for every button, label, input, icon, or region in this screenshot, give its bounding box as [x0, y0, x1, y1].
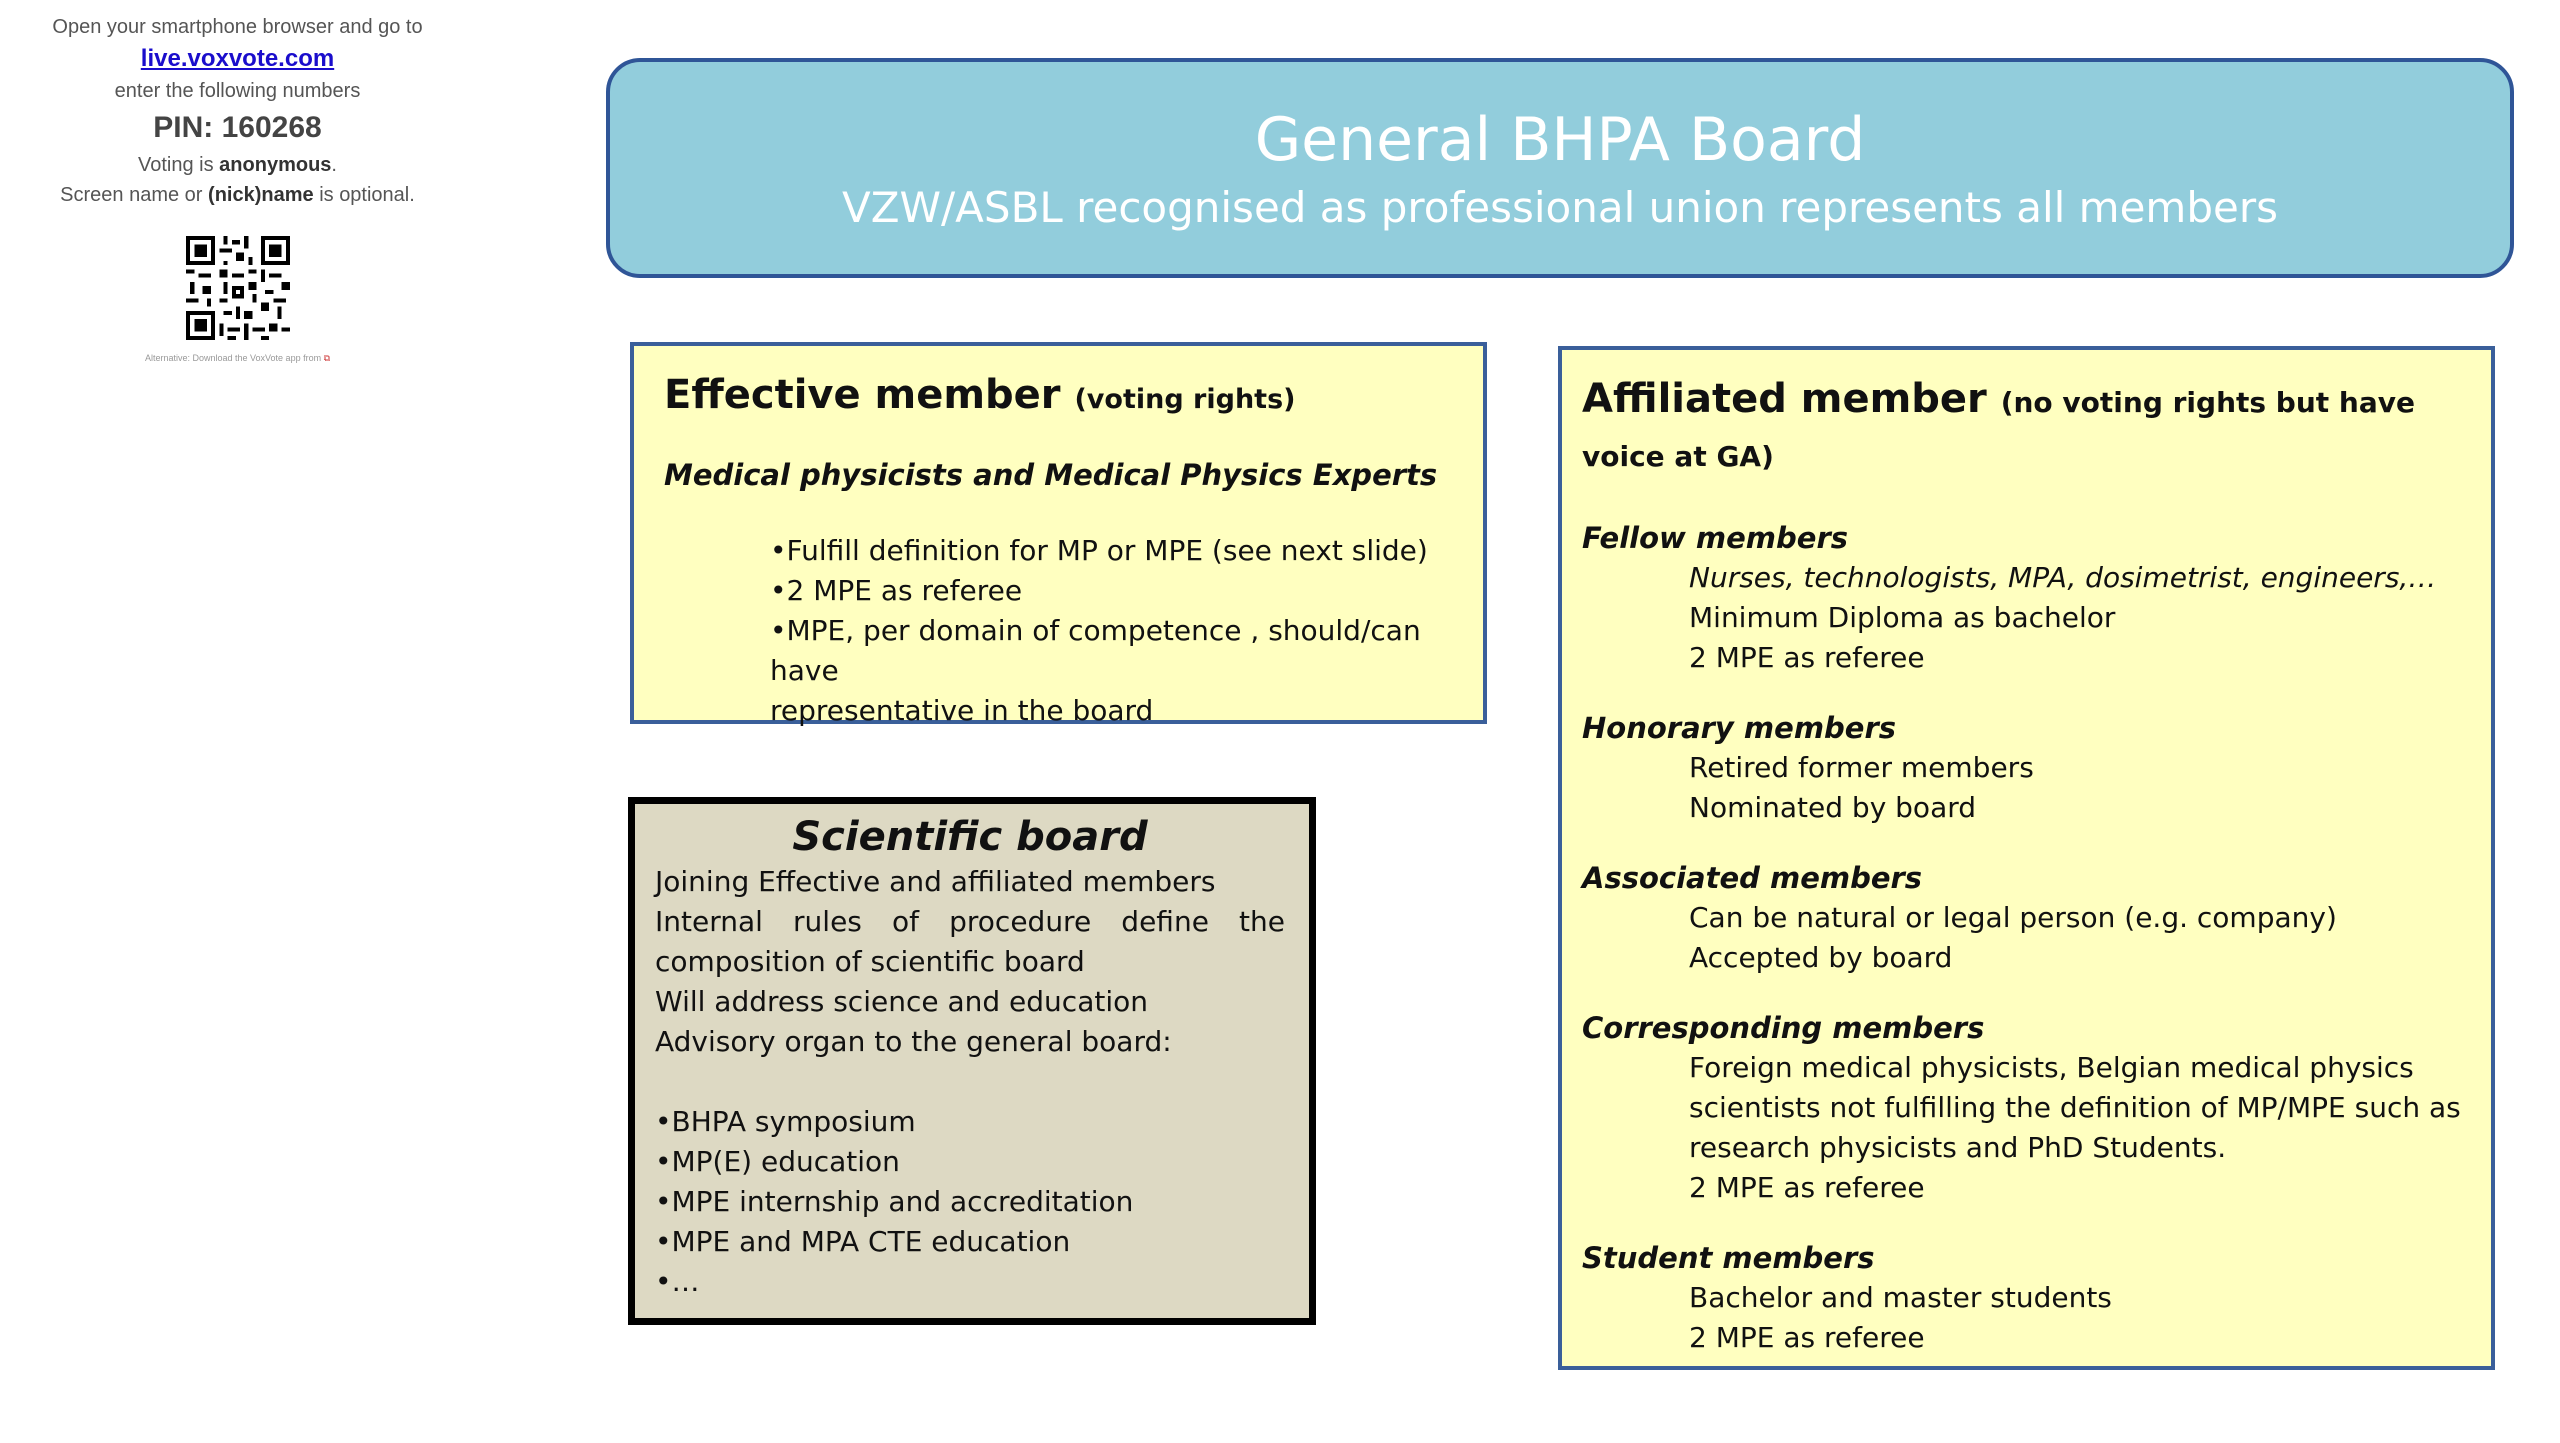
list-item: •2 MPE as referee: [770, 574, 1023, 607]
group-name: Corresponding members: [1582, 1011, 1985, 1045]
vote-pin: PIN: 160268: [153, 111, 322, 144]
group-name: Honorary members: [1582, 711, 1897, 745]
group-honorary: [1582, 708, 2473, 828]
list-item: Retired former members: [1689, 751, 2034, 784]
list-item: Will address science and education: [655, 985, 1148, 1018]
voxvote-panel: [20, 12, 455, 364]
vote-instruction: Open your smartphone browser and go to: [52, 16, 423, 38]
screen-prefix: Screen name or: [60, 184, 203, 206]
spacer: [655, 1062, 1285, 1102]
effective-bullets: [770, 531, 1455, 731]
scientific-board-title: Scientific board: [792, 814, 1148, 860]
list-item: research physicists and PhD Students.: [1689, 1131, 2227, 1164]
effective-title-text: Effective member: [664, 372, 1061, 418]
effective-note: (voting rights): [1074, 384, 1296, 415]
scientific-board-box: [628, 797, 1316, 1325]
list-item: representative in the board: [770, 694, 1154, 727]
external-link-icon[interactable]: ⧉: [323, 353, 331, 363]
group-corresponding: [1582, 1008, 2473, 1208]
group-name: Fellow members: [1582, 521, 1849, 555]
voting-suffix: .: [331, 154, 337, 176]
vote-enter-text: enter the following numbers: [114, 80, 361, 102]
effective-subhead: Medical physicists and Medical Physics Experts: [664, 458, 1438, 492]
effective-member-box: [630, 342, 1487, 727]
alt-download-text: [20, 352, 455, 364]
list-item: •Fulfill definition for MP or MPE (see next slide): [770, 534, 1428, 567]
voting-bold: anonymous: [219, 154, 332, 176]
title-banner: [606, 58, 2514, 278]
group-name: Student members: [1582, 1241, 1875, 1275]
list-item: Advisory organ to the general board:: [655, 1025, 1172, 1058]
vote-screen-name-text: [20, 180, 455, 210]
list-item: 2 MPE as referee: [1689, 1171, 1925, 1204]
voxvote-link[interactable]: live.voxvote.com: [140, 45, 335, 72]
affiliated-member-title: [1582, 374, 2473, 482]
group-student: [1582, 1238, 2473, 1358]
list-item: 2 MPE as referee: [1689, 641, 1925, 674]
list-item: Nurses, technologists, MPA, dosimetrist, engineers,…: [1689, 561, 2437, 594]
qr-code-icon: [186, 236, 290, 340]
list-item: •MP(E) education: [655, 1145, 900, 1178]
list-item: •BHPA symposium: [655, 1105, 916, 1138]
list-item: composition of scientific board: [655, 945, 1085, 978]
list-item: •MPE, per domain of competence , should/can have: [770, 614, 1421, 687]
list-item: Minimum Diploma as bachelor: [1689, 601, 2116, 634]
group-name: Associated members: [1582, 861, 1923, 895]
slide-title: General BHPA Board: [1254, 105, 1866, 175]
list-item: 2 MPE as referee: [1689, 1321, 1925, 1354]
voting-prefix: Voting is: [138, 154, 214, 176]
list-item: Bachelor and master students: [1689, 1281, 2112, 1314]
group-fellow: [1582, 518, 2473, 678]
alt-download-label: Alternative: Download the VoxVote app from: [144, 353, 322, 363]
screen-bold: (nick)name: [208, 184, 314, 206]
list-item: •MPE and MPA CTE education: [655, 1225, 1071, 1258]
list-item: scientists not fulfilling the definition of MP/MPE such as: [1689, 1091, 2461, 1124]
list-item: Can be natural or legal person (e.g. company): [1689, 901, 2337, 934]
slide-subtitle: VZW/ASBL recognised as professional union represents all members: [842, 183, 2278, 232]
list-item: Nominated by board: [1689, 791, 1977, 824]
list-item: Foreign medical physicists, Belgian medical physics: [1689, 1051, 2414, 1084]
affiliated-title-text: Affiliated member: [1582, 376, 1987, 422]
vote-anonymous-text: [20, 150, 455, 180]
list-item: Internal rules of procedure define the: [655, 905, 1285, 938]
list-item: •MPE internship and accreditation: [655, 1185, 1134, 1218]
screen-suffix: is optional.: [319, 184, 415, 206]
affiliated-member-box: [1558, 346, 2495, 1370]
effective-member-title: [664, 370, 1455, 425]
list-item: Joining Effective and affiliated members: [655, 865, 1216, 898]
list-item: Accepted by board: [1689, 941, 1953, 974]
list-item: •…: [655, 1265, 700, 1298]
group-associated: [1582, 858, 2473, 978]
affiliated-note: (no voting rights but have voice at GA): [1582, 386, 2415, 473]
